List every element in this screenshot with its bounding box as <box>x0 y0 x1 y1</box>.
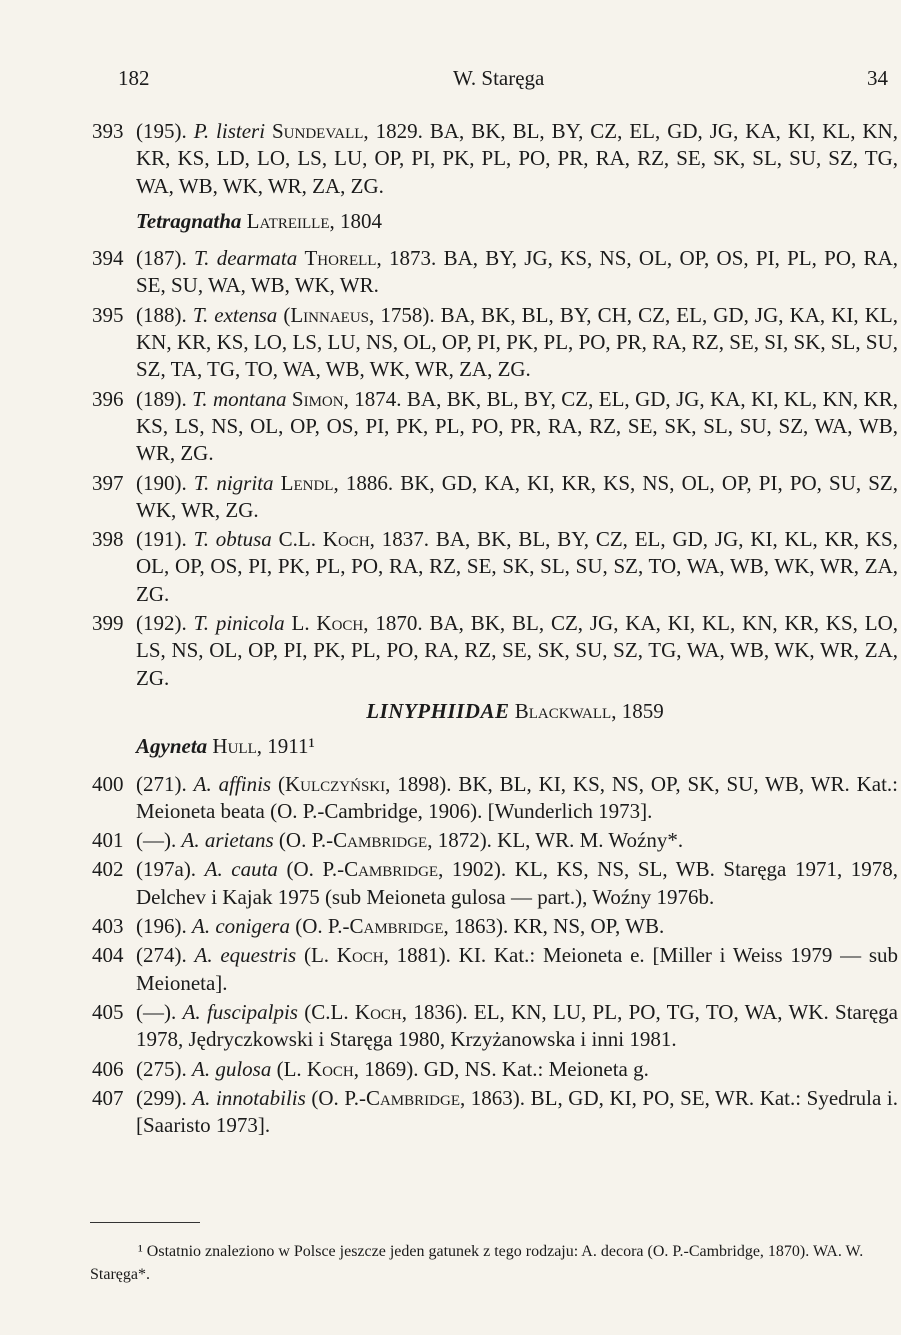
species-name: montana <box>207 386 292 411</box>
genus-abbrev: T. <box>192 302 209 327</box>
entry-number: 401 <box>92 828 124 853</box>
catalogue-ref: (188). <box>136 302 193 327</box>
species-name: arietans <box>199 828 279 853</box>
genus-abbrev: A. <box>192 1085 211 1110</box>
species-entry <box>92 913 898 940</box>
catalogue-ref: (195). <box>136 119 194 143</box>
genus-abbrev: A. <box>194 943 213 968</box>
genus-author: Hull <box>207 734 257 759</box>
page-number: 182 <box>118 66 150 90</box>
genus-abbrev: A. <box>182 999 201 1024</box>
entry-details: , 1836). EL, KN, LU, PL, PO, TG, TO, WA, WK. Staręga 1978, Jędryczkowski i Staręga 1980, Krzyżanowska i inni 1981. <box>136 999 898 1052</box>
author-name: (L. Koch <box>276 1056 354 1081</box>
species-name: equestris <box>212 943 304 968</box>
entry-details: , 1902). KL, KS, NS, SL, WB. Staręga 1971, 1978, Delchev i Kajak 1975 (sub Meioneta gulosa — part.), Woźny 1976b. <box>136 857 899 909</box>
genus-abbrev: A. <box>192 1056 211 1081</box>
page-header <box>118 66 888 96</box>
catalogue-ref: (189). <box>136 386 193 411</box>
species-name: listeri <box>209 119 272 143</box>
author-name: Lendl <box>280 470 334 495</box>
catalogue-ref: (196). <box>136 914 192 939</box>
catalogue-ref: (192). <box>136 611 194 636</box>
species-name: obtusa <box>208 527 279 552</box>
family-heading <box>132 698 898 725</box>
genus-heading <box>92 733 898 760</box>
entry-number: 405 <box>92 999 124 1024</box>
author-name: Sundevall <box>272 119 364 143</box>
genus-abbrev: T. <box>193 470 210 495</box>
author-name: Thorell <box>304 246 377 271</box>
genus-abbrev: T. <box>192 386 208 411</box>
entry-number: 393 <box>92 119 124 143</box>
species-entry <box>92 526 898 608</box>
entry-number: 394 <box>92 246 124 271</box>
species-entry <box>92 386 898 468</box>
author-name: Simon <box>291 386 344 411</box>
entry-details: , 1886. BK, GD, KA, KI, KR, KS, NS, OL, OP, PI, PO, SU, SZ, WK, WR, ZG. <box>136 470 898 522</box>
footnote-rule <box>90 1222 200 1223</box>
species-name: conigera <box>210 914 296 939</box>
catalogue-ref: (271). <box>136 771 194 796</box>
entry-details: , 1898). BK, BL, KI, KS, NS, OP, SK, SU, WB, WR. Kat.: Meioneta beata (O. P.-Cambridge, 1906). [Wunderlich 1973]. <box>136 771 898 823</box>
species-entry <box>92 302 898 384</box>
catalogue-ref: (299). <box>136 1085 193 1110</box>
entry-details: , 1863). KR, NS, OP, WB. <box>443 914 665 939</box>
species-entry <box>92 856 898 911</box>
genus-year: , 1911¹ <box>256 734 315 759</box>
entry-details: , 1872). KL, WR. M. Woźny*. <box>427 828 684 853</box>
entry-number: 400 <box>92 771 124 796</box>
genus-name: Tetragnatha <box>136 208 242 233</box>
entry-number: 399 <box>92 611 124 636</box>
entry-details: , 1829. BA, BK, BL, BY, CZ, EL, GD, JG, KA, KI, KL, KN, KR, KS, LD, LO, LS, LU, OP, PI, PK, PL, PO, PR, RA, RZ, SE, SK, SL, SU, SZ, TG, WA, WB, WK, WR, ZA, ZG. <box>136 119 898 198</box>
species-name: pinicola <box>208 611 292 636</box>
catalogue-ref: (274). <box>136 943 195 968</box>
entry-number: 407 <box>92 1085 124 1110</box>
author-name: (Linnaeus <box>283 302 369 327</box>
entry-details: , 1863). BL, GD, KI, PO, SE, WR. Kat.: Syedrula i. [Saaristo 1973]. <box>136 1085 898 1138</box>
genus-abbrev: P. <box>193 119 210 143</box>
catalogue-ref: (197a). <box>136 857 205 882</box>
entry-details: , 1869). GD, NS. Kat.: Meioneta g. <box>353 1056 649 1081</box>
author-name: (O. P.-Cambridge <box>295 914 444 939</box>
genus-abbrev: T. <box>194 246 210 271</box>
family-author: Blackwall <box>509 698 612 723</box>
author-name: (C.L. Koch <box>304 999 402 1024</box>
genus-abbrev: T. <box>193 611 209 636</box>
entry-details: , 1758). BA, BK, BL, BY, CH, CZ, EL, GD, JG, KA, KI, KL, KN, KR, KS, LO, LS, LU, NS, OL, OP, PI, PK, PL, PO, PR, RA, RZ, SE, SI, SK, SL, SU, SZ, TA, TG, TO, WA, WB, WK, WR, ZA, ZG. <box>136 302 898 382</box>
entry-number: 395 <box>92 302 124 327</box>
entry-number: 398 <box>92 527 124 552</box>
genus-abbrev: T. <box>193 527 209 552</box>
species-entry <box>92 771 898 826</box>
species-name: gulosa <box>210 1056 277 1081</box>
family-name: LINYPHIIDAE <box>366 698 510 723</box>
entry-number: 402 <box>92 857 124 882</box>
species-name: cauta <box>222 857 287 882</box>
genus-heading <box>92 208 898 235</box>
species-entry <box>92 610 898 692</box>
entry-number: 396 <box>92 386 124 411</box>
entry-details: , 1881). KI. Kat.: Meioneta e. [Miller i Weiss 1979 — sub Meioneta]. <box>136 943 899 995</box>
catalogue-ref: (—). <box>136 828 182 853</box>
author-name: L. Koch <box>291 611 364 636</box>
genus-abbrev: A. <box>181 828 200 853</box>
species-name: affinis <box>211 771 278 796</box>
entry-number: 397 <box>92 470 124 495</box>
species-entry <box>92 999 898 1054</box>
author-name: (O. P.-Cambridge <box>278 828 428 853</box>
genus-abbrev: A. <box>192 914 211 939</box>
entry-details: , 1837. BA, BK, BL, BY, CZ, EL, GD, JG, KI, KL, KR, KS, OL, OP, OS, PI, PK, PL, PO, RA, RZ, SE, SK, SL, SU, SZ, TO, WA, WB, WK, WR, ZA, ZG. <box>136 527 898 606</box>
catalogue-ref: (190). <box>136 470 194 495</box>
species-entry <box>92 118 898 200</box>
species-entry <box>92 470 898 525</box>
species-name: innotabilis <box>210 1085 312 1110</box>
genus-name: Agyneta <box>136 734 208 759</box>
author-name: (O. P.-Cambridge <box>286 857 439 882</box>
entry-number: 404 <box>92 943 124 968</box>
entry-details: , 1874. BA, BK, BL, BY, CZ, EL, GD, JG, KA, KI, KL, KN, KR, KS, LS, NS, OL, OP, OS, PI, PK, PL, PO, PR, RA, RZ, SE, SK, SL, SU, SZ, WA, WB, WR, ZG. <box>136 386 898 466</box>
genus-abbrev: A. <box>193 771 212 796</box>
species-name: dearmata <box>209 246 305 271</box>
family-year: , 1859 <box>611 698 664 723</box>
species-name: nigrita <box>209 470 281 495</box>
species-entry <box>92 1056 898 1083</box>
catalogue-ref: (—). <box>136 999 183 1024</box>
entry-details: , 1873. BA, BY, JG, KS, NS, OL, OP, OS, PI, PL, PO, RA, SE, SU, WA, WB, WK, WR. <box>136 246 898 298</box>
species-entry <box>92 245 898 300</box>
species-entry <box>92 1085 898 1140</box>
species-name: fuscipalpis <box>200 999 305 1024</box>
entry-details: , 1870. BA, BK, BL, CZ, JG, KA, KI, KL, KN, KR, KS, LO, LS, NS, OL, OP, PI, PK, PL, PO, RA, RZ, SE, SK, SU, SZ, TG, WA, WB, WK, WR, ZA, ZG. <box>136 611 898 690</box>
catalogue-ref: (191). <box>136 527 194 552</box>
species-name: extensa <box>208 302 284 327</box>
entry-number: 403 <box>92 914 124 939</box>
author-name: (O. P.-Cambridge <box>311 1085 460 1110</box>
catalogue-ref: (275). <box>136 1056 192 1081</box>
species-list <box>92 118 898 1141</box>
entry-number: 406 <box>92 1056 124 1081</box>
footnote: ¹ Ostatnio znaleziono w Polsce jeszcze jeden gatunek z tego rodzaju: A. decora (O. P.-Cambridge, 1870). WA. W. Staręga*. <box>90 1243 864 1283</box>
catalogue-ref: (187). <box>136 246 195 271</box>
species-entry <box>92 942 898 997</box>
species-entry <box>92 827 898 854</box>
running-title: W. Staręga <box>453 66 545 90</box>
genus-author: Latreille <box>241 208 330 233</box>
author-name: (Kulczyński <box>277 771 386 796</box>
genus-year: , 1804 <box>329 208 382 233</box>
author-name: (L. Koch <box>303 943 384 968</box>
author-name: C.L. Koch <box>278 527 370 552</box>
volume-number: 34 <box>867 66 888 90</box>
genus-abbrev: A. <box>204 857 223 882</box>
